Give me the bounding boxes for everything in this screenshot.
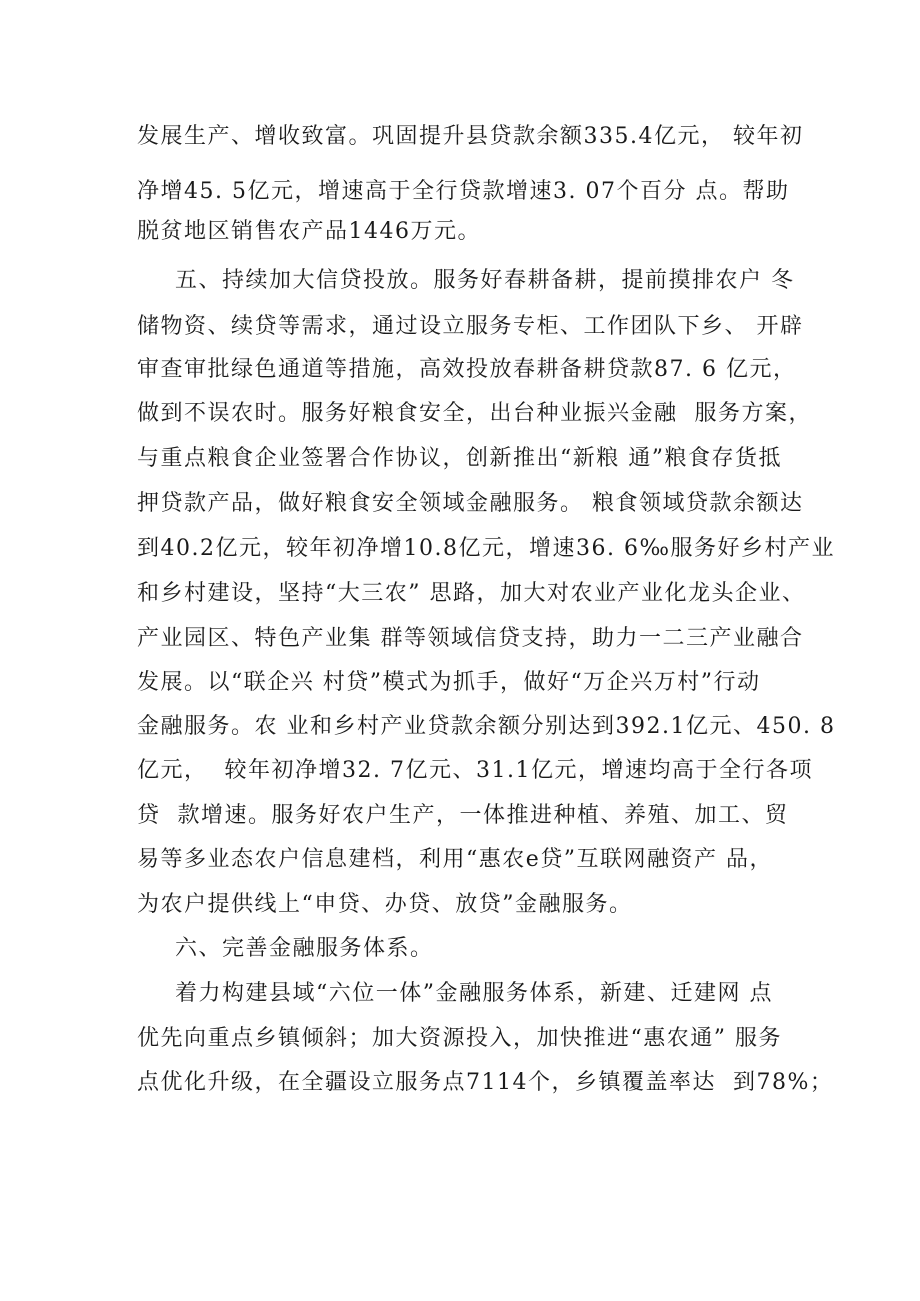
text-line: 发展。以“联企兴 村贷”模式为抓手，做好“万企兴万村”行动: [137, 670, 761, 695]
text-line: 贷 款增速。服务好农户生产，一体推进种植、养殖、加工、贸: [137, 803, 789, 828]
text-line: 点优化升级，在全疆设立服务点7114个，乡镇覆盖率达 到78%；: [137, 1070, 834, 1095]
text-line: 着力构建县域“六位一体”金融服务体系，新建、迁建网 点: [175, 981, 773, 1006]
text-line: 脱贫地区销售农产品1446万元。: [137, 219, 481, 244]
text-line: 与重点粮食企业签署合作协议，创新推出“新粮 通”粮食存货抵: [137, 446, 782, 471]
text-line: 为农户提供线上“申贷、办贷、放贷”金融服务。: [137, 892, 633, 917]
text-line: 发展生产、增收致富。巩固提升县贷款余额335.4亿元， 较年初: [137, 124, 804, 149]
text-line: 产业园区、特色产业集 群等领域信贷支持，助力一二三产业融合: [137, 626, 804, 651]
text-line: 做到不误农时。服务好粮食安全，出台种业振兴金融 服务方案，: [137, 401, 812, 426]
text-line: 和乡村建设，坚持“大三农” 思路，加大对农业产业化龙头企业、: [137, 581, 806, 606]
section-heading-six: 六、完善金融服务体系。: [175, 936, 434, 961]
text-line: 储物资、续贷等需求，通过设立服务专柜、工作团队下乡、 开辟: [137, 314, 804, 339]
text-line: 亿元， 较年初净增32. 7亿元、31.1亿元，增速均高于全行各项: [137, 758, 813, 783]
text-line: 易等多业态农户信息建档，利用“惠农e贷”互联网融资产 品，: [137, 847, 774, 872]
section-heading-five: 五、持续加大信贷投放。服务好春耕备耕，提前摸排农户 冬: [175, 268, 795, 293]
text-line: 净增45. 5亿元，增速高于全行贷款增速3. 07个百分 点。帮助: [137, 179, 790, 204]
text-line: 审查审批绿色通道等措施，高效投放春耕备耕贷款87. 6 亿元，: [137, 357, 797, 382]
text-line: 到40.2亿元，较年初净增10.8亿元，增速36. 6‰服务好乡村产业: [137, 536, 835, 561]
text-line: 金融服务。农 业和乡村产业贷款余额分别达到392.1亿元、450. 8: [137, 714, 836, 739]
text-line: 优先向重点乡镇倾斜；加大资源投入，加快推进“惠农通” 服务: [137, 1026, 782, 1051]
text-line: 押贷款产品，做好粮食安全领域金融服务。 粮食领域贷款余额达: [137, 491, 804, 516]
